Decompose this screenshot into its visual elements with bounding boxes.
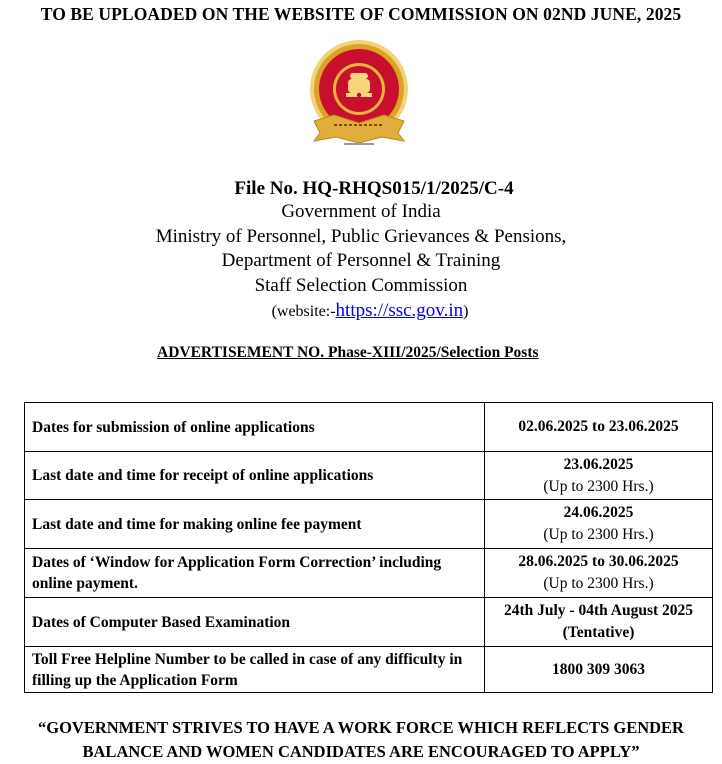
row-label: Dates of ‘Window for Application Form Correction’ including online payment.: [25, 549, 485, 598]
commission-line: Staff Selection Commission: [254, 274, 468, 296]
government-line: Government of India: [281, 201, 441, 222]
table-row: [25, 452, 713, 500]
row-value-main: 24th July - 04th August 2025: [503, 602, 694, 619]
row-label: Toll Free Helpline Number to be called in case of any difficulty in filling up the Application Form: [25, 647, 485, 693]
table-row: [25, 549, 713, 598]
row-value: [485, 647, 713, 693]
header-block: [0, 178, 722, 325]
file-number: File No. HQ-RHQS015/1/2025/C-4: [234, 178, 514, 199]
row-value-note: (Up to 2300 Hrs.): [543, 477, 654, 495]
row-value-note: (Tentative): [562, 624, 635, 641]
website-link[interactable]: https://ssc.gov.in: [335, 300, 464, 321]
row-label: Dates for submission of online applications: [25, 403, 485, 452]
row-value-main: 02.06.2025 to 23.06.2025: [518, 418, 679, 435]
table-row: [25, 500, 713, 549]
row-value: [485, 598, 713, 647]
table-row: [25, 403, 713, 452]
website-suffix: ): [463, 303, 469, 320]
row-value-main: 28.06.2025 to 30.06.2025: [518, 553, 679, 570]
advertisement-number: ADVERTISEMENT NO. Phase-XIII/2025/Selection Posts: [157, 344, 539, 361]
row-value-note: (Up to 2300 Hrs.): [543, 575, 654, 592]
website-prefix: (website:-: [271, 303, 336, 320]
table-row: [25, 598, 713, 647]
row-label: Dates of Computer Based Examination: [25, 598, 485, 647]
ssc-emblem-icon: [304, 37, 414, 155]
department-line: Department of Personnel & Training: [221, 250, 501, 271]
tagline-line-2: BALANCE AND WOMEN CANDIDATES ARE ENCOURAGED TO APPLY”: [82, 742, 640, 761]
ministry-line: Ministry of Personnel, Public Grievances & Pensions,: [155, 225, 567, 247]
upload-notice: TO BE UPLOADED ON THE WEBSITE OF COMMISSION ON 02ND JUNE, 2025: [40, 4, 682, 24]
row-value: [485, 452, 713, 500]
row-value-note: (Up to 2300 Hrs.): [543, 526, 654, 543]
schedule-table: [24, 402, 713, 693]
tagline: [0, 716, 722, 764]
row-value: [485, 403, 713, 452]
row-value-main: 23.06.2025: [563, 455, 634, 473]
row-value-main: 1800 309 3063: [552, 660, 645, 678]
row-value: [485, 549, 713, 598]
row-value: [485, 500, 713, 549]
row-label: Last date and time for receipt of online applications: [25, 452, 485, 500]
row-value-main: 24.06.2025: [563, 504, 634, 521]
tagline-line-1: “GOVERNMENT STRIVES TO HAVE A WORK FORCE WHICH REFLECTS GENDER: [38, 718, 684, 737]
row-label: Last date and time for making online fee payment: [25, 500, 485, 549]
website-line: [0, 298, 722, 325]
table-row: [25, 647, 713, 693]
